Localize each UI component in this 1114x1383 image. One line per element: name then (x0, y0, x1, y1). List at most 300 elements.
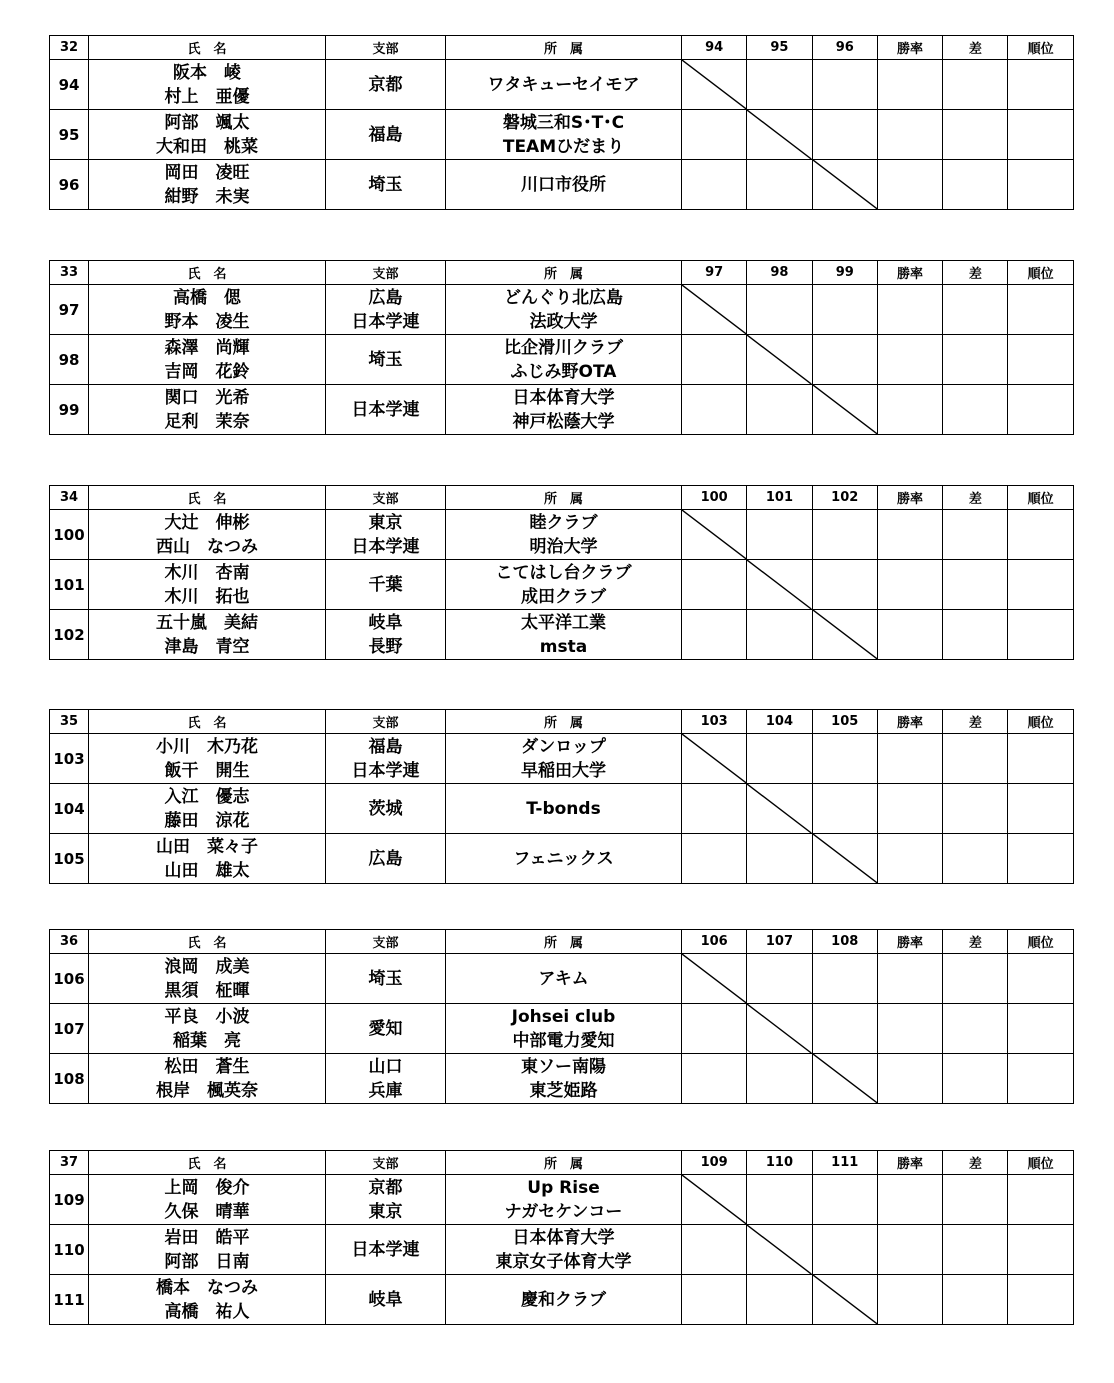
win-rate-header: 勝率 (877, 930, 942, 954)
rank-cell[interactable] (1008, 784, 1073, 834)
team-affiliation (446, 1054, 682, 1104)
team-row (50, 834, 1074, 884)
diagonal-slash (747, 784, 811, 833)
affiliation-line: ナガセケンコー (504, 1201, 623, 1222)
group-header-row (50, 930, 1074, 954)
rank-cell[interactable] (1008, 1225, 1073, 1275)
player-name-line: 山田 菜々子 (156, 836, 258, 857)
win-rate-cell[interactable] (877, 160, 942, 210)
team-row (50, 60, 1074, 110)
team-names (89, 510, 326, 560)
team-affiliation (446, 1175, 682, 1225)
match-score-cell[interactable] (812, 60, 877, 110)
rank-cell[interactable] (1008, 285, 1073, 335)
win-rate-cell[interactable] (877, 510, 942, 560)
match-score-cell[interactable] (747, 1175, 812, 1225)
team-names (89, 1004, 326, 1054)
match-score-cell[interactable] (682, 1275, 747, 1325)
diagonal-slash (747, 560, 811, 609)
win-rate-cell[interactable] (877, 60, 942, 110)
player-name-line: 浪岡 成美 (164, 956, 250, 977)
diff-cell[interactable] (943, 160, 1008, 210)
self-match-cell (812, 160, 877, 210)
branch-line: 広島 (368, 848, 403, 869)
player-name-line: 阿部 颯太 (164, 112, 250, 133)
team-affiliation (446, 385, 682, 435)
team-branch (326, 110, 446, 160)
affiliation-header: 所 属 (446, 930, 682, 954)
team-affiliation (446, 734, 682, 784)
branch-line: 福島 (368, 736, 403, 757)
match-score-cell[interactable] (747, 510, 812, 560)
affiliation-line: 慶和クラブ (521, 1289, 606, 1310)
team-number: 100 (50, 510, 89, 560)
name-header: 氏 名 (89, 1151, 326, 1175)
match-score-cell[interactable] (682, 110, 747, 160)
team-row (50, 1054, 1074, 1104)
diagonal-slash (682, 285, 746, 334)
group-table (49, 485, 1074, 660)
match-score-cell[interactable] (682, 160, 747, 210)
branch-line: 広島 (368, 287, 403, 308)
team-row (50, 560, 1074, 610)
match-score-cell[interactable] (682, 610, 747, 660)
match-score-cell[interactable] (682, 784, 747, 834)
group-table (49, 35, 1074, 210)
self-match-cell (682, 285, 747, 335)
opponent-header: 94 (682, 36, 747, 60)
win-rate-cell[interactable] (877, 1275, 942, 1325)
win-rate-header: 勝率 (877, 261, 942, 285)
diff-cell[interactable] (943, 1275, 1008, 1325)
affiliation-line: 成田クラブ (521, 586, 606, 607)
player-name-line: 津島 青空 (164, 636, 250, 657)
self-match-cell (682, 734, 747, 784)
self-match-cell (747, 784, 812, 834)
affiliation-line: 中部電力愛知 (512, 1030, 615, 1051)
player-name-line: 黒須 柾暉 (164, 980, 250, 1001)
rank-cell[interactable] (1008, 510, 1073, 560)
team-affiliation (446, 954, 682, 1004)
win-rate-cell[interactable] (877, 610, 942, 660)
branch-header: 支部 (326, 36, 446, 60)
diff-header: 差 (943, 261, 1008, 285)
team-names (89, 60, 326, 110)
team-number: 101 (50, 560, 89, 610)
affiliation-line: 磐城三和S･T･C (502, 112, 625, 133)
team-names (89, 385, 326, 435)
rank-cell[interactable] (1008, 560, 1073, 610)
player-name-line: 関口 光希 (164, 387, 250, 408)
team-number: 108 (50, 1054, 89, 1104)
player-name-line: 平良 小波 (164, 1006, 250, 1027)
branch-line: 日本学連 (351, 1239, 420, 1260)
rank-cell[interactable] (1008, 734, 1073, 784)
branch-line: 日本学連 (351, 399, 420, 420)
opponent-header: 101 (747, 486, 812, 510)
diff-cell[interactable] (943, 1004, 1008, 1054)
team-names (89, 1054, 326, 1104)
team-branch (326, 1275, 446, 1325)
branch-header: 支部 (326, 486, 446, 510)
diff-cell[interactable] (943, 610, 1008, 660)
opponent-header: 109 (682, 1151, 747, 1175)
match-score-cell[interactable] (682, 834, 747, 884)
affiliation-line: 早稲田大学 (521, 760, 606, 781)
rank-header: 順位 (1008, 1151, 1073, 1175)
rank-cell[interactable] (1008, 160, 1073, 210)
branch-line: 東京 (368, 1201, 403, 1222)
diff-cell[interactable] (943, 510, 1008, 560)
match-score-cell[interactable] (747, 160, 812, 210)
branch-line: 埼玉 (368, 968, 403, 989)
team-branch (326, 560, 446, 610)
team-names (89, 560, 326, 610)
affiliation-line: ワタキューセイモア (487, 74, 640, 95)
affiliation-header: 所 属 (446, 1151, 682, 1175)
win-rate-cell[interactable] (877, 110, 942, 160)
diff-cell[interactable] (943, 385, 1008, 435)
match-score-cell[interactable] (747, 1054, 812, 1104)
self-match-cell (747, 1004, 812, 1054)
branch-line: 福島 (368, 124, 403, 145)
group-number: 36 (50, 930, 89, 954)
win-rate-cell[interactable] (877, 954, 942, 1004)
match-score-cell[interactable] (747, 1275, 812, 1325)
match-score-cell[interactable] (682, 385, 747, 435)
opponent-header: 106 (682, 930, 747, 954)
branch-line: 兵庫 (368, 1080, 403, 1101)
match-score-cell[interactable] (812, 1175, 877, 1225)
team-number: 97 (50, 285, 89, 335)
rank-cell[interactable] (1008, 954, 1073, 1004)
diagonal-slash (747, 335, 811, 384)
win-rate-cell[interactable] (877, 1225, 942, 1275)
diff-cell[interactable] (943, 60, 1008, 110)
diff-cell[interactable] (943, 1054, 1008, 1104)
affiliation-header: 所 属 (446, 710, 682, 734)
diagonal-slash (813, 610, 877, 659)
affiliation-line: 睦クラブ (529, 512, 598, 533)
win-rate-cell[interactable] (877, 784, 942, 834)
diff-cell[interactable] (943, 1175, 1008, 1225)
affiliation-line: ふじみ野OTA (510, 361, 617, 382)
affiliation-header: 所 属 (446, 486, 682, 510)
match-score-cell[interactable] (747, 954, 812, 1004)
win-rate-header: 勝率 (877, 36, 942, 60)
affiliation-line: Up Rise (527, 1177, 600, 1198)
diff-cell[interactable] (943, 954, 1008, 1004)
branch-line: 岐阜 (368, 1289, 403, 1310)
opponent-header: 100 (682, 486, 747, 510)
rank-cell[interactable] (1008, 385, 1073, 435)
match-score-cell[interactable] (747, 834, 812, 884)
team-names (89, 734, 326, 784)
match-score-cell[interactable] (812, 110, 877, 160)
affiliation-line: 日本体育大学 (512, 1227, 615, 1248)
opponent-header: 104 (747, 710, 812, 734)
team-row (50, 1004, 1074, 1054)
team-names (89, 110, 326, 160)
win-rate-cell[interactable] (877, 335, 942, 385)
affiliation-line: 東芝姫路 (529, 1080, 598, 1101)
opponent-header: 103 (682, 710, 747, 734)
player-name-line: 森澤 尚輝 (164, 337, 250, 358)
player-name-line: 入江 優志 (164, 786, 250, 807)
name-header: 氏 名 (89, 930, 326, 954)
opponent-header: 107 (747, 930, 812, 954)
opponent-header: 105 (812, 710, 877, 734)
match-score-cell[interactable] (747, 610, 812, 660)
match-score-cell[interactable] (747, 385, 812, 435)
team-branch (326, 784, 446, 834)
player-name-line: 稲葉 亮 (173, 1030, 241, 1051)
match-score-cell[interactable] (747, 285, 812, 335)
win-rate-cell[interactable] (877, 1054, 942, 1104)
win-rate-cell[interactable] (877, 560, 942, 610)
affiliation-line: 東ソー南陽 (521, 1056, 606, 1077)
team-branch (326, 1054, 446, 1104)
team-names (89, 834, 326, 884)
team-number: 104 (50, 784, 89, 834)
team-number: 107 (50, 1004, 89, 1054)
affiliation-line: 太平洋工業 (521, 612, 606, 633)
team-affiliation (446, 784, 682, 834)
match-score-cell[interactable] (747, 734, 812, 784)
affiliation-line: 川口市役所 (521, 174, 606, 195)
group-header-row (50, 710, 1074, 734)
diagonal-slash (682, 510, 746, 559)
diff-header: 差 (943, 486, 1008, 510)
diff-cell[interactable] (943, 1225, 1008, 1275)
match-score-cell[interactable] (812, 1004, 877, 1054)
player-name-line: 小川 木乃花 (156, 736, 258, 757)
team-row (50, 784, 1074, 834)
rank-cell[interactable] (1008, 60, 1073, 110)
match-score-cell[interactable] (682, 560, 747, 610)
match-score-cell[interactable] (812, 335, 877, 385)
player-name-line: 高橋 祐人 (164, 1301, 250, 1322)
player-name-line: 高橋 偲 (173, 287, 241, 308)
team-number: 109 (50, 1175, 89, 1225)
team-row (50, 110, 1074, 160)
team-row (50, 510, 1074, 560)
group-number: 37 (50, 1151, 89, 1175)
win-rate-header: 勝率 (877, 486, 942, 510)
team-branch (326, 734, 446, 784)
player-name-line: 足利 茉奈 (164, 411, 250, 432)
match-score-cell[interactable] (812, 734, 877, 784)
branch-line: 岐阜 (368, 612, 403, 633)
branch-header: 支部 (326, 710, 446, 734)
team-number: 102 (50, 610, 89, 660)
team-affiliation (446, 60, 682, 110)
affiliation-line: どんぐり北広島 (504, 287, 623, 308)
player-name-line: 藤田 涼花 (164, 810, 250, 831)
team-row (50, 610, 1074, 660)
match-score-cell[interactable] (682, 1004, 747, 1054)
group-table (49, 1150, 1074, 1325)
branch-line: 東京 (368, 512, 403, 533)
group-header-row (50, 1151, 1074, 1175)
group-header-row (50, 36, 1074, 60)
win-rate-cell[interactable] (877, 834, 942, 884)
match-score-cell[interactable] (812, 954, 877, 1004)
team-branch (326, 610, 446, 660)
team-affiliation (446, 560, 682, 610)
team-names (89, 1225, 326, 1275)
self-match-cell (747, 560, 812, 610)
group-header-row (50, 261, 1074, 285)
branch-line: 茨城 (368, 798, 403, 819)
team-row (50, 1175, 1074, 1225)
win-rate-cell[interactable] (877, 734, 942, 784)
diff-header: 差 (943, 710, 1008, 734)
affiliation-line: フェニックス (513, 848, 614, 869)
diagonal-slash (813, 834, 877, 883)
match-score-cell[interactable] (682, 335, 747, 385)
player-name-line: 五十嵐 美結 (156, 612, 258, 633)
win-rate-cell[interactable] (877, 1175, 942, 1225)
branch-line: 京都 (368, 74, 403, 95)
branch-line: 長野 (368, 636, 403, 657)
team-affiliation (446, 610, 682, 660)
branch-header: 支部 (326, 261, 446, 285)
name-header: 氏 名 (89, 710, 326, 734)
rank-cell[interactable] (1008, 1054, 1073, 1104)
team-row (50, 734, 1074, 784)
rank-cell[interactable] (1008, 110, 1073, 160)
match-score-cell[interactable] (682, 1054, 747, 1104)
team-number: 96 (50, 160, 89, 210)
match-score-cell[interactable] (747, 60, 812, 110)
player-name-line: 阪本 崚 (173, 62, 241, 83)
match-score-cell[interactable] (812, 784, 877, 834)
diff-cell[interactable] (943, 560, 1008, 610)
branch-line: 日本学連 (351, 536, 420, 557)
rank-cell[interactable] (1008, 610, 1073, 660)
opponent-header: 110 (747, 1151, 812, 1175)
rank-header: 順位 (1008, 486, 1073, 510)
match-score-cell[interactable] (812, 1225, 877, 1275)
group-number: 33 (50, 261, 89, 285)
team-branch (326, 510, 446, 560)
team-row (50, 954, 1074, 1004)
player-name-line: 飯干 開生 (164, 760, 250, 781)
team-branch (326, 834, 446, 884)
player-name-line: 岩田 皓平 (164, 1227, 250, 1248)
self-match-cell (747, 1225, 812, 1275)
rank-cell[interactable] (1008, 1004, 1073, 1054)
match-score-cell[interactable] (682, 1225, 747, 1275)
affiliation-line: アキム (538, 968, 589, 989)
team-number: 110 (50, 1225, 89, 1275)
team-number: 99 (50, 385, 89, 435)
affiliation-line: TEAMひだまり (502, 136, 625, 157)
affiliation-line: ダンロップ (521, 736, 606, 757)
match-score-cell[interactable] (812, 510, 877, 560)
diff-cell[interactable] (943, 285, 1008, 335)
diff-cell[interactable] (943, 110, 1008, 160)
match-score-cell[interactable] (812, 560, 877, 610)
team-number: 111 (50, 1275, 89, 1325)
team-number: 98 (50, 335, 89, 385)
team-names (89, 610, 326, 660)
team-branch (326, 385, 446, 435)
diff-cell[interactable] (943, 784, 1008, 834)
player-name-line: 大和田 桃菜 (156, 136, 258, 157)
affiliation-header: 所 属 (446, 261, 682, 285)
diff-cell[interactable] (943, 335, 1008, 385)
rank-header: 順位 (1008, 36, 1073, 60)
diagonal-slash (813, 1275, 877, 1324)
branch-line: 埼玉 (368, 349, 403, 370)
branch-header: 支部 (326, 930, 446, 954)
win-rate-header: 勝率 (877, 1151, 942, 1175)
branch-line: 愛知 (368, 1018, 403, 1039)
win-rate-header: 勝率 (877, 710, 942, 734)
team-names (89, 784, 326, 834)
win-rate-cell[interactable] (877, 385, 942, 435)
team-affiliation (446, 285, 682, 335)
team-row (50, 1275, 1074, 1325)
rank-header: 順位 (1008, 710, 1073, 734)
team-affiliation (446, 335, 682, 385)
opponent-header: 97 (682, 261, 747, 285)
diagonal-slash (813, 160, 877, 209)
name-header: 氏 名 (89, 261, 326, 285)
win-rate-cell[interactable] (877, 1004, 942, 1054)
branch-header: 支部 (326, 1151, 446, 1175)
affiliation-line: こてはし台クラブ (495, 562, 632, 583)
self-match-cell (682, 510, 747, 560)
rank-header: 順位 (1008, 261, 1073, 285)
branch-line: 千葉 (368, 574, 403, 595)
team-names (89, 335, 326, 385)
team-number: 103 (50, 734, 89, 784)
team-row (50, 285, 1074, 335)
rank-cell[interactable] (1008, 1275, 1073, 1325)
diff-cell[interactable] (943, 834, 1008, 884)
win-rate-cell[interactable] (877, 285, 942, 335)
team-names (89, 160, 326, 210)
player-name-line: 西山 なつみ (156, 536, 258, 557)
group-header-row (50, 486, 1074, 510)
diagonal-slash (813, 385, 877, 434)
rank-cell[interactable] (1008, 1175, 1073, 1225)
team-affiliation (446, 510, 682, 560)
rank-cell[interactable] (1008, 834, 1073, 884)
player-name-line: 大辻 伸彬 (164, 512, 250, 533)
self-match-cell (682, 1175, 747, 1225)
rank-cell[interactable] (1008, 335, 1073, 385)
team-row (50, 385, 1074, 435)
diagonal-slash (747, 1225, 811, 1274)
branch-line: 埼玉 (368, 174, 403, 195)
diagonal-slash (682, 60, 746, 109)
team-names (89, 954, 326, 1004)
opponent-header: 102 (812, 486, 877, 510)
team-affiliation (446, 1225, 682, 1275)
match-score-cell[interactable] (812, 285, 877, 335)
team-branch (326, 1004, 446, 1054)
opponent-header: 99 (812, 261, 877, 285)
branch-line: 日本学連 (351, 760, 420, 781)
player-name-line: 野本 凌生 (164, 311, 250, 332)
team-affiliation (446, 834, 682, 884)
diff-header: 差 (943, 930, 1008, 954)
diff-cell[interactable] (943, 734, 1008, 784)
